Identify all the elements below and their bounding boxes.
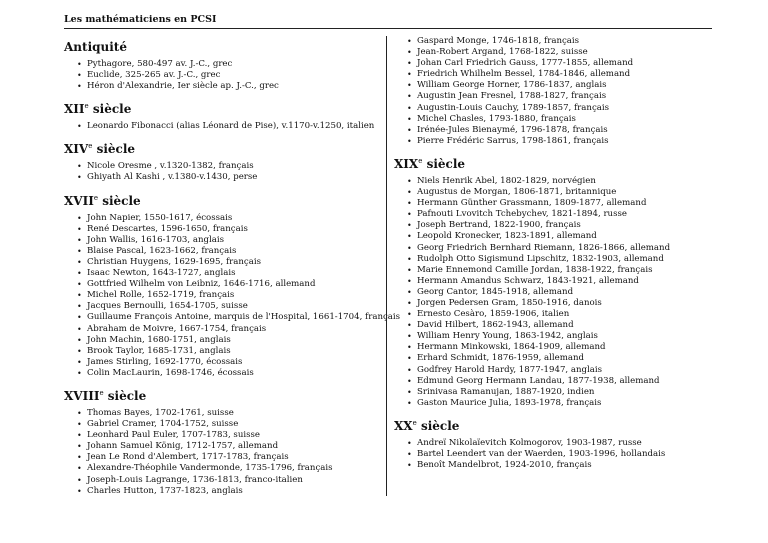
mathematician-item: • Georg Friedrich Bernhard Riemann, 1826-1866, allemand [394,243,710,254]
mathematician-item: • Charles Hutton, 1737-1823, anglais [64,486,380,497]
right-column [394,36,710,478]
century-section [64,386,380,497]
mathematician-item: • William George Horner, 1786-1837, anglais [394,80,710,91]
mathematician-item: • Blaise Pascal, 1623-1662, français [64,246,380,257]
mathematician-list [394,176,710,409]
mathematician-item: • René Descartes, 1596-1650, français [64,224,380,235]
mathematician-item: • Michel Chasles, 1793-1880, français [394,114,710,125]
mathematician-item: • John Napier, 1550-1617, écossais [64,213,380,224]
mathematician-item: • Jean-Robert Argand, 1768-1822, suisse [394,47,710,58]
column-divider [386,36,387,496]
century-section [64,40,380,92]
mathematician-item: • Edmund Georg Hermann Landau, 1877-1938, allemand [394,376,710,387]
section-title: XVIIIe siècle [64,388,147,403]
mathematician-list [394,36,710,147]
mathematician-item: • Niels Henrik Abel, 1802-1829, norvégien [394,176,710,187]
century-section [394,416,710,471]
mathematician-item: • Hermann Günther Grassmann, 1809-1877, allemand [394,198,710,209]
mathematician-item: • David Hilbert, 1862-1943, allemand [394,320,710,331]
mathematician-item: • Hermann Minkowski, 1864-1909, allemand [394,342,710,353]
mathematician-item: • Jorgen Pedersen Gram, 1850-1916, danois [394,298,710,309]
section-title: XVIIe siècle [64,193,141,208]
mathematician-item: • Leonardo Fibonacci (alias Léonard de Pise), v.1170-v.1250, italien [64,121,380,132]
left-column [64,36,401,504]
mathematician-item: • Abraham de Moivre, 1667-1754, français [64,324,380,335]
mathematician-item: • Andreï Nikolaïevitch Kolmogorov, 1903-1987, russe [394,438,710,449]
mathematician-item: • Srinivasa Ramanujan, 1887-1920, indien [394,387,710,398]
mathematician-item: • Ernesto Cesàro, 1859-1906, italien [394,309,710,320]
mathematician-item: • Gaston Maurice Julia, 1893-1978, français [394,398,710,409]
century-section [394,154,710,409]
section-title: XXe siècle [394,418,460,433]
page-header: Les mathématiciens en PCSI [64,14,712,29]
mathematician-item: • Brook Taylor, 1685-1731, anglais [64,346,380,357]
mathematician-item: • Augustus de Morgan, 1806-1871, britannique [394,187,710,198]
mathematician-item: • William Henry Young, 1863-1942, anglais [394,331,710,342]
section-title: XIXe siècle [394,156,466,171]
mathematician-item: • Bartel Leendert van der Waerden, 1903-1996, hollandais [394,449,710,460]
mathematician-list [64,121,380,132]
mathematician-item: • Joseph Bertrand, 1822-1900, français [394,220,710,231]
century-section [64,139,380,183]
mathematician-item: • Marie Ennemond Camille Jordan, 1838-1922, français [394,265,710,276]
century-section [394,36,710,147]
mathematician-item: • Johan Carl Friedrich Gauss, 1777-1855, allemand [394,58,710,69]
mathematician-item: • Godfrey Harold Hardy, 1877-1947, anglais [394,365,710,376]
mathematician-list [64,161,380,183]
mathematician-item: • Irénée-Jules Bienaymé, 1796-1878, français [394,125,710,136]
mathematician-item: • Christian Huygens, 1629-1695, français [64,257,380,268]
mathematician-item: • Gottfried Wilhelm von Leibniz, 1646-1716, allemand [64,279,380,290]
mathematician-item: • Colin MacLaurin, 1698-1746, écossais [64,368,380,379]
mathematician-item: • Héron d'Alexandrie, Ier siècle ap. J.-C., grec [64,81,380,92]
mathematician-item: • Augustin Jean Fresnel, 1788-1827, français [394,91,710,102]
mathematician-item: • Pythagore, 580-497 av. J.-C., grec [64,59,380,70]
mathematician-item: • Georg Cantor, 1845-1918, allemand [394,287,710,298]
mathematician-item: • Gabriel Cramer, 1704-1752, suisse [64,419,380,430]
mathematician-item: • Isaac Newton, 1643-1727, anglais [64,268,380,279]
mathematician-item: • Guillaume François Antoine, marquis de l'Hospital, 1661-1704, français [64,312,380,323]
century-section [64,191,401,379]
mathematician-item: • Euclide, 325-265 av. J.-C., grec [64,70,380,81]
mathematician-item: • Ghiyath Al Kashi , v.1380-v.1430, perse [64,172,380,183]
mathematician-list [64,408,380,497]
mathematician-item: • Gaspard Monge, 1746-1818, français [394,36,710,47]
mathematician-item: • Rudolph Otto Sigismund Lipschitz, 1832-1903, allemand [394,254,710,265]
mathematician-item: • Jacques Bernoulli, 1654-1705, suisse [64,301,380,312]
mathematician-item: • Erhard Schmidt, 1876-1959, allemand [394,353,710,364]
mathematician-item: • James Stirling, 1692-1770, écossais [64,357,380,368]
mathematician-item: • Leopold Kronecker, 1823-1891, allemand [394,231,710,242]
mathematician-item: • Augustin-Louis Cauchy, 1789-1857, français [394,103,710,114]
mathematician-item: • Jean Le Rond d'Alembert, 1717-1783, français [64,452,380,463]
mathematician-item: • Joseph-Louis Lagrange, 1736-1813, franco-italien [64,475,380,486]
mathematician-item: • Pafnouti Lvovitch Tchebychev, 1821-1894, russe [394,209,710,220]
mathematician-list [64,59,380,92]
mathematician-item: • Friedrich Whilhelm Bessel, 1784-1846, allemand [394,69,710,80]
section-title: XIIe siècle [64,102,132,117]
mathematician-item: • Leonhard Paul Euler, 1707-1783, suisse [64,430,380,441]
mathematician-item: • Alexandre-Théophile Vandermonde, 1735-1796, français [64,463,380,474]
mathematician-item: • John Machin, 1680-1751, anglais [64,335,380,346]
century-section [64,99,380,132]
mathematician-item: • Michel Rolle, 1652-1719, français [64,290,380,301]
mathematician-item: • Benoît Mandelbrot, 1924-2010, français [394,460,710,471]
mathematician-list [394,438,710,471]
mathematician-list [64,212,401,379]
mathematician-item: • Pierre Frédéric Sarrus, 1798-1861, français [394,136,710,147]
mathematician-item: • Johann Samuel König, 1712-1757, allemand [64,441,380,452]
mathematician-item: • Nicole Oresme , v.1320-1382, français [64,161,380,172]
mathematician-item: • Hermann Amandus Schwarz, 1843-1921, allemand [394,276,710,287]
section-title: XIVe siècle [64,142,136,157]
section-title: Antiquité [64,40,127,54]
mathematician-item: • Thomas Bayes, 1702-1761, suisse [64,408,380,419]
mathematician-item: • John Wallis, 1616-1703, anglais [64,235,380,246]
